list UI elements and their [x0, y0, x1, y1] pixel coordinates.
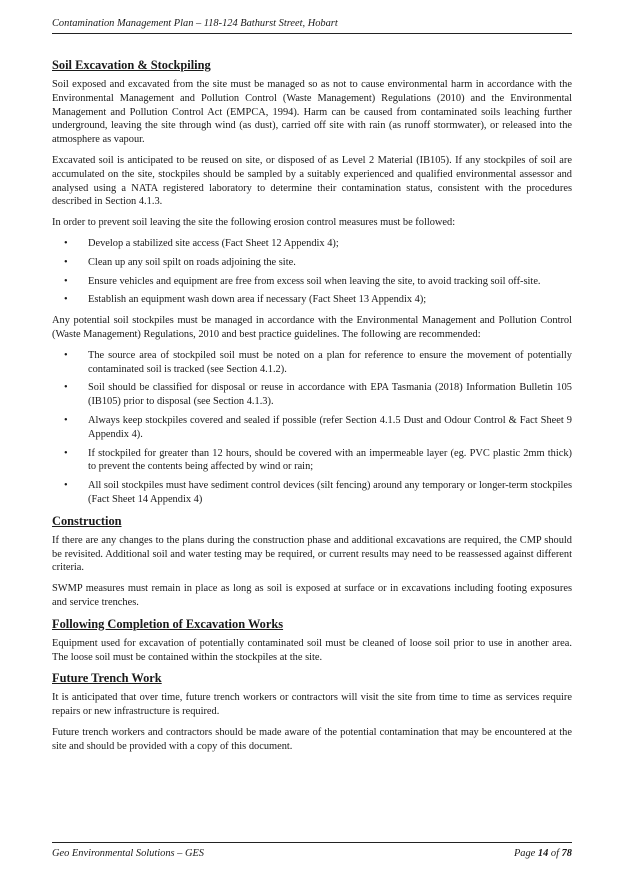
- list-item-text: Always keep stockpiles covered and sealed if possible (refer Section 4.1.5 Dust and Odour Control & Fact Sheet 9 Appendix 4).: [88, 414, 572, 440]
- page-header: Contamination Management Plan – 118-124 Bathurst Street, Hobart: [52, 18, 572, 34]
- list-item-text: Soil should be classified for disposal or reuse in accordance with EPA Tasmania (2018) Information Bulletin 105 (IB105) prior to disposal (see Section 4.1.3).: [88, 382, 572, 408]
- list-item: [52, 237, 572, 251]
- section-heading: Following Completion of Excavation Works: [52, 616, 284, 631]
- erosion-control-list: [52, 237, 572, 307]
- bullet-icon: •: [64, 294, 68, 306]
- paragraph: SWMP measures must remain in place as long as soil is exposed at surface or in excavations including footing exposures and service trenches.: [52, 583, 572, 608]
- section-heading: Soil Excavation & Stockpiling: [52, 58, 211, 72]
- bullet-icon: •: [64, 480, 68, 492]
- list-item: [52, 479, 572, 507]
- paragraph: Excavated soil is anticipated to be reused on site, or disposed of as Level 2 Material (IB105). If any stockpiles of soil are accumulated on the site, stockpiles should be sampled by a suitably experienced and qualified environmental assessor and analysed using a NATA registered laboratory to determine their contamination status, consistent with the procedures described in Section 4.1.3.: [52, 154, 572, 208]
- paragraph: If there are any changes to the plans during the construction phase and additional excavations are required, the CMP should be revisited. Additional soil and water testing may be required, or current results may need to be reassessed against different criteria.: [52, 534, 572, 574]
- section-construction: [52, 514, 572, 610]
- list-item-text: Clean up any soil spilt on roads adjoining the site.: [88, 256, 296, 268]
- list-item: [52, 256, 572, 270]
- bullet-icon: •: [64, 237, 68, 249]
- list-item-text: Establish an equipment wash down area if necessary (Fact Sheet 13 Appendix 4);: [88, 294, 427, 306]
- section-following-completion: [52, 617, 572, 665]
- list-item-text: Ensure vehicles and equipment are free from excess soil when leaving the site, to avoid tracking soil off-site.: [88, 275, 541, 287]
- list-item: [52, 447, 572, 475]
- bullet-icon: •: [64, 414, 68, 426]
- list-item: [52, 293, 572, 307]
- list-item: [52, 414, 572, 442]
- list-item: [52, 275, 572, 289]
- list-item-text: All soil stockpiles must have sediment control devices (silt fencing) around any temporary or longer-term stockpiles (Fact Sheet 14 Appendix 4): [88, 480, 572, 505]
- paragraph: Soil exposed and excavated from the site must be managed so as not to cause environmental harm in accordance with the Environmental Management and Pollution Control (Waste Management) Regulations (2010) and the Environmental Management and Pollution Control Act (EMPCA, 1994). Harm can be caused from contaminated soils leaching further underground, leaving the site through wind (as dust), carried off site with rain (as runoff stormwater), or released into the atmosphere as vapour.: [52, 79, 572, 146]
- page-indicator: [514, 848, 572, 859]
- paragraph: In order to prevent soil leaving the site the following erosion control measures must be followed:: [52, 217, 456, 229]
- section-heading: Construction: [52, 513, 122, 528]
- bullet-icon: •: [64, 349, 68, 361]
- bullet-icon: •: [64, 382, 68, 394]
- page-footer: [52, 842, 572, 859]
- paragraph: Any potential soil stockpiles must be managed in accordance with the Environmental Management and Pollution Control (Waste Management) Regulations, 2010 and best practice guidelines. The following are recommended:: [52, 315, 572, 340]
- list-item-text: If stockpiled for greater than 12 hours, should be covered with an impermeable layer (eg. PVC plastic 2mm thick) to prevent the contents being affected by wind or rain;: [88, 447, 572, 473]
- paragraph: Future trench workers and contractors should be made aware of the potential contamination that may be encountered at the site and should be provided with a copy of this document.: [52, 726, 572, 752]
- list-item-text: The source area of stockpiled soil must be noted on a plan for reference to ensure the movement of potentially contaminated soil is tracked (see Section 4.1.2).: [88, 349, 572, 375]
- page-label: Page: [513, 848, 536, 859]
- footer-company: Geo Environmental Solutions – GES: [52, 848, 204, 859]
- bullet-icon: •: [64, 275, 68, 287]
- bullet-icon: •: [64, 447, 68, 459]
- stockpile-recommendations-list: [52, 349, 572, 507]
- section-future-trench-work: [52, 671, 572, 753]
- page-number: 14: [537, 848, 549, 859]
- list-item: [52, 381, 572, 409]
- of-label: of: [550, 848, 559, 859]
- paragraph: Equipment used for excavation of potentially contaminated soil must be cleaned of loose soil prior to use in another area. The loose soil must be contained within the stockpiles at the site.: [52, 637, 572, 663]
- section-heading: Future Trench Work: [52, 671, 162, 686]
- list-item: [52, 349, 572, 377]
- paragraph: It is anticipated that over time, future trench workers or contractors will visit the site from time to time as services require repairs or new infrastructure is required.: [52, 692, 572, 718]
- page-total: 78: [561, 848, 572, 859]
- section-soil-excavation: [52, 58, 572, 507]
- list-item-text: Develop a stabilized site access (Fact Sheet 12 Appendix 4);: [88, 237, 339, 249]
- bullet-icon: •: [64, 256, 68, 268]
- page-content: [52, 56, 572, 760]
